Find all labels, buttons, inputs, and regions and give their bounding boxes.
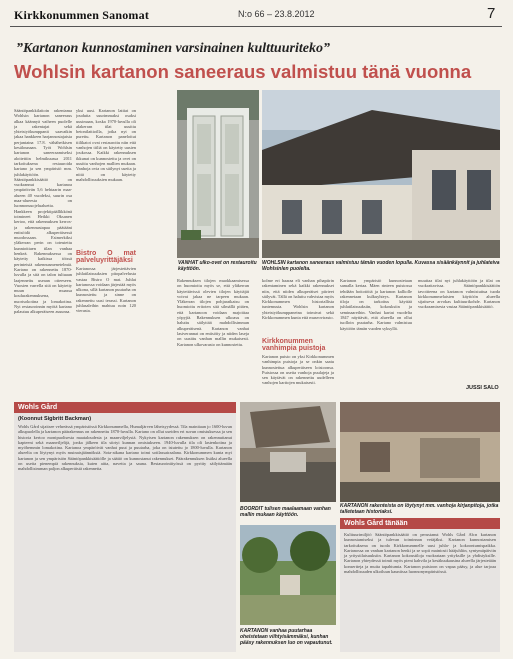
history-box bbox=[14, 402, 236, 652]
photo-garden bbox=[240, 525, 336, 625]
bistro-subheading: Bistro O mat palveluyrittäjäksi bbox=[76, 250, 136, 264]
article-column-3: Rakennuksen tilojen muokkaamisessa on huomioitu myös se, että yläkerran käytettävissä olevien tilojen käyttäjät voivat jakaa ne tarpeen mukaan. Yläkerran tilojen pohjaratkaisu on huomioitu eritoten sitä silmällä pitäen, että kartanoon voidaan majoittaa yöpyjiä. Rakennuksen ulkoasu on haluttu säilyttää mahdollisimman alkuperäisenä. Kartanon vanhat lasiverannat on entisöity ja niiden laseja on uusittu vanhan mallin mukaisesti. Kartanon ulkovarasto on kunnostettu. bbox=[177, 278, 249, 347]
column-1-text: Sääntöpankkilaitoin rakentama Wohlsin kartanon saneeraus alkaa käännyä vaiheen puolelle ja rakentajat sekä yhteistyökumppanit saavatkin jakaa hankkeen harjannostajaisia perjantaina 17.8. vähähetkisen kesälounaan. Työt Wohlsin kartanon saneeraamiseksi aloitettiin helmikuussa 2011 tarkoituksena restauroida kartano ja sen ympäristö mm. juhlakäyttöön. Sääntöpankkisäätiö on vuokrannut kartanoa ympäröivän 5,6 hehtaarin maa-alueen 40 vuodeksi, suurin osa maa-alueesta on luonnonsuojelualuetta. Hankkeen projektipäällikkönä toimineet Heikki Oksanen kertoo, että rakennuksen kerros- ja rakennustapaa päätääni entisöidä alkuperäisessä muodossaan. Esimerkiksi yläkerran perin on toteutettu kunnioittaen tilan vanhaa henkeä. bbox=[14, 108, 72, 257]
history-box-text-1: Wohls Gård sijaitsee vehreässä ympäristössä Kirkkonummella, Humaljärven läheisyydessä. Tila mainitaan jo 1600-luvun alkupuolella ja kartanon päärakennus on rakennettu 1870-luvulla. Kartano on ollut useiden eri suvun omistuksessa ja sen historia kertoo monipuolisesta maataloudesta ja maanviljelystä. Nykyisen kartanon rakennuksen on rakennuttanut kapteeni sekä maanviljelijä, jonka jälkeen tila siirtyi kunnan omistukseen. 1940-luvulla tila oli lastenkotina ja myöhemmin lomakotina. Kartanoa ympäröivät vanhat puut ja puutarha, joka on istutettu jo 1800-luvulla. Kartanon alueelta on löytynyt myös muinaisjäännöksiä. Sota-aikana kartano toimi sotilassairaalana. bbox=[18, 424, 232, 456]
article-column-2 bbox=[76, 108, 136, 398]
photo-manor-house bbox=[262, 90, 500, 258]
article-column-6: muuttaa tilat nyt juhlakäyttöön ja tilat on vuokrattavissa. Sääntöpankkisäätiön tavoitteena on kartanon valmistuttua tuoda kirkkonummelaisten käyttöön alueella sijaitseva arvokas kulttuurikohde. Kartanon vuokraamisesta vastaa Sääntöpankkisäätiö. bbox=[418, 278, 500, 310]
article-column-1 bbox=[14, 108, 72, 398]
history-box-text bbox=[18, 424, 232, 652]
history-box-text-2: Kirkkonummen kunta myi kartanon ja sen ympäristön Sääntöpankkisäätiölle ja säätiö on kunnostanut rakennukset. Päärakennuksen lisäksi alueella on useita pienempiä rakennuksia, kuten aitta, navetta ja sauna. Restaurointityössä on pyritty säilyttämään mahdollisimman paljon alkuperäistä rakennetta. bbox=[18, 450, 232, 472]
column-2-text-2: Kartanossa järjestettävien juhlatilaisuuksien pitopalvelusta vastaa Bistro O mat. Juhlat kartanossa voidaan järjestää myös ulkona, sillä kartanon puutarha on kunnostettu ja sinne on rakennettu uusi terassi. Kartanon juhlasaleihin mahtuu noin 120 vierasta. bbox=[76, 266, 136, 314]
article-author: JUSSI SALO bbox=[466, 385, 499, 391]
park-subheading: Kirkkonummen vanhimpia puistoja bbox=[262, 338, 326, 352]
photo-manor-house-caption: WOHLSIN kartanon saneeraus valmistuu tämän vuoden lopulla. Kuvassa sisäänkäynnit ja juhlateiva Wohlsinlen puolelta. bbox=[262, 260, 500, 272]
photo-doors bbox=[177, 90, 259, 258]
today-box-text-1: Kulttuurimiljöö Sääntöpankkisäätiö on perustanut Wohls Gård Ab:n kartanon kunnostamiseksi ja tulevan toiminnan vetäjäksi. Kartanon kunnostamisen tarkoituksena on tuoda Kirkkonummelle uusi juhla- ja kokoontumispaikka. Kartanossa on vanhan kartanon henki ja se sopii mainiosti hääjuhliin, syntymäpäiviin ja yritystilaisuuksiin. bbox=[344, 532, 496, 559]
article-column-5: Kartanon ympäristö kunnostetaan samalla kertaa. Mäen rinteen puistossa tehdään hoitotöitä ja kartanon kalliolle rakennetaan kulkuyhteys. Kartanon tiloja on tarkoitus käyttää juhlatilaisuuksiin, kokouksiin ja seminaareihin. Vanhat kartat vuodelta 1847 näyttävät, että alueella on ollut tuolloin puutarha. Kartano valmistuu käyttöön tämän vuoden syksyllä. bbox=[340, 278, 412, 331]
photo-garden-caption: KARTANON vanhaa puutarhaa oheistetaan viihtyisämmäksi, kunhan pääsy rakennuksen luo on vapautunut. bbox=[240, 628, 333, 646]
photo-building-detail bbox=[240, 402, 336, 502]
today-box bbox=[340, 518, 500, 652]
column-1-text-2: Rakennuksessa on käytetty kaikissa töissä perinteisiä rakennusmenetelmiä. Kartano on rakennettu 1870-luvulla ja sitä on talon tultuaan laajennettu useaan otteeseen. Vuosien varrella sitä on käytetty muun muassa koulurakennuksena, nuorisokotina ja lomakotina. Nyt restauroinnin myötä kartano palautuu alkuperäiseen asuunsa. bbox=[14, 251, 72, 315]
photo-building-detail-caption: KARTANON rakenteista on löytynyt mm. vanhoja kirjanpitoja, jotka talletetaan historiaksi. bbox=[340, 503, 499, 515]
today-box-text bbox=[340, 529, 500, 653]
photo-doors-caption: VANHAT ulko-ovet on restauroitu käyttöön. bbox=[178, 260, 257, 272]
history-box-byline: (Koonnut Sigbritt Backman) bbox=[18, 416, 92, 422]
today-box-text-2: Kartanon kokoustiloja vuokrataan yrityksille ja yhdistyksille. Kartanon yhteydessä toimii myös pieni kahvila ja kesäkuukausina alueella järjestetään konsertteja ja muita tapahtumia. Kartanon puistoon on vapaa pääsy, ja alue tarjoaa mahdollisuuden ulkoiluun kauniissa luonnonympäristössä. bbox=[344, 553, 496, 575]
newspaper-name: Kirkkonummen Sanomat bbox=[14, 8, 150, 22]
photo-wall-detail bbox=[340, 402, 500, 502]
article-column-4 bbox=[262, 278, 334, 398]
today-box-title: Wohls Gård tänään bbox=[340, 518, 500, 529]
issue-number: N:o 66 – 23.8.2012 bbox=[238, 9, 315, 19]
page-header bbox=[0, 0, 513, 28]
column-4-text: kolme eri haaraa eli vanhan pihapiirin rakentaminen sekä kaikki rakennukset niin, että niiden alkuperäiset piirteet säilyvät. Tällä on haluttu vahvistaa myös Kirkkonummen historiallista tuntemusta. Wohlsin kartanon yhteistyökumppaneina toimivat sekä Kirkkonummen kunta että museovirasto. bbox=[262, 278, 334, 321]
article-headline: Wohlsin kartanon saneeraus valmistuu tänä vuonna bbox=[14, 61, 472, 82]
article-kicker: ”Kartanon kunnostaminen varsinainen kulttuuriteko” bbox=[16, 41, 330, 56]
column-4-text-2: Kartanon puisto on yksi Kirkkonummen vanhimpia puistoja ja se onkin saatu kunnostettua alkuperäiseen loistoonsa. Puistossa on useita vanhoja puulajeja ja sen käytävät on rakennettu uudelleen vanhojen karttojen mukaisesti. bbox=[262, 354, 334, 386]
history-box-title: Wohls Gård bbox=[14, 402, 236, 413]
column-2-text: yksi uusi. Kartanon lattiat on joudutta suurimmaksi osaksi uusimaan, koska 1970-luvulla oli alakerran tilat uusittu betonilattioilla, jotka nyt on purettu. Kartanon paneloitut tiilikatot ovat restauroitu niin että vanhojen tiiliä on käytetty uusien joukossa. Kaikki rakennuksen ikkunat on kunnostettu ja ovet on uusittu vanhojen mallien mukaan. Vanhoja ovia on säilynyt useita ja niitä on käytetty mahdollisuuksien mukaan. bbox=[76, 108, 136, 182]
photo-wall-detail-caption: BOORDIT tulisen maalaamaan vanhan mallin mukaan käyttöön. bbox=[240, 506, 331, 518]
page-number: 7 bbox=[487, 5, 496, 22]
header-rule bbox=[10, 26, 502, 27]
